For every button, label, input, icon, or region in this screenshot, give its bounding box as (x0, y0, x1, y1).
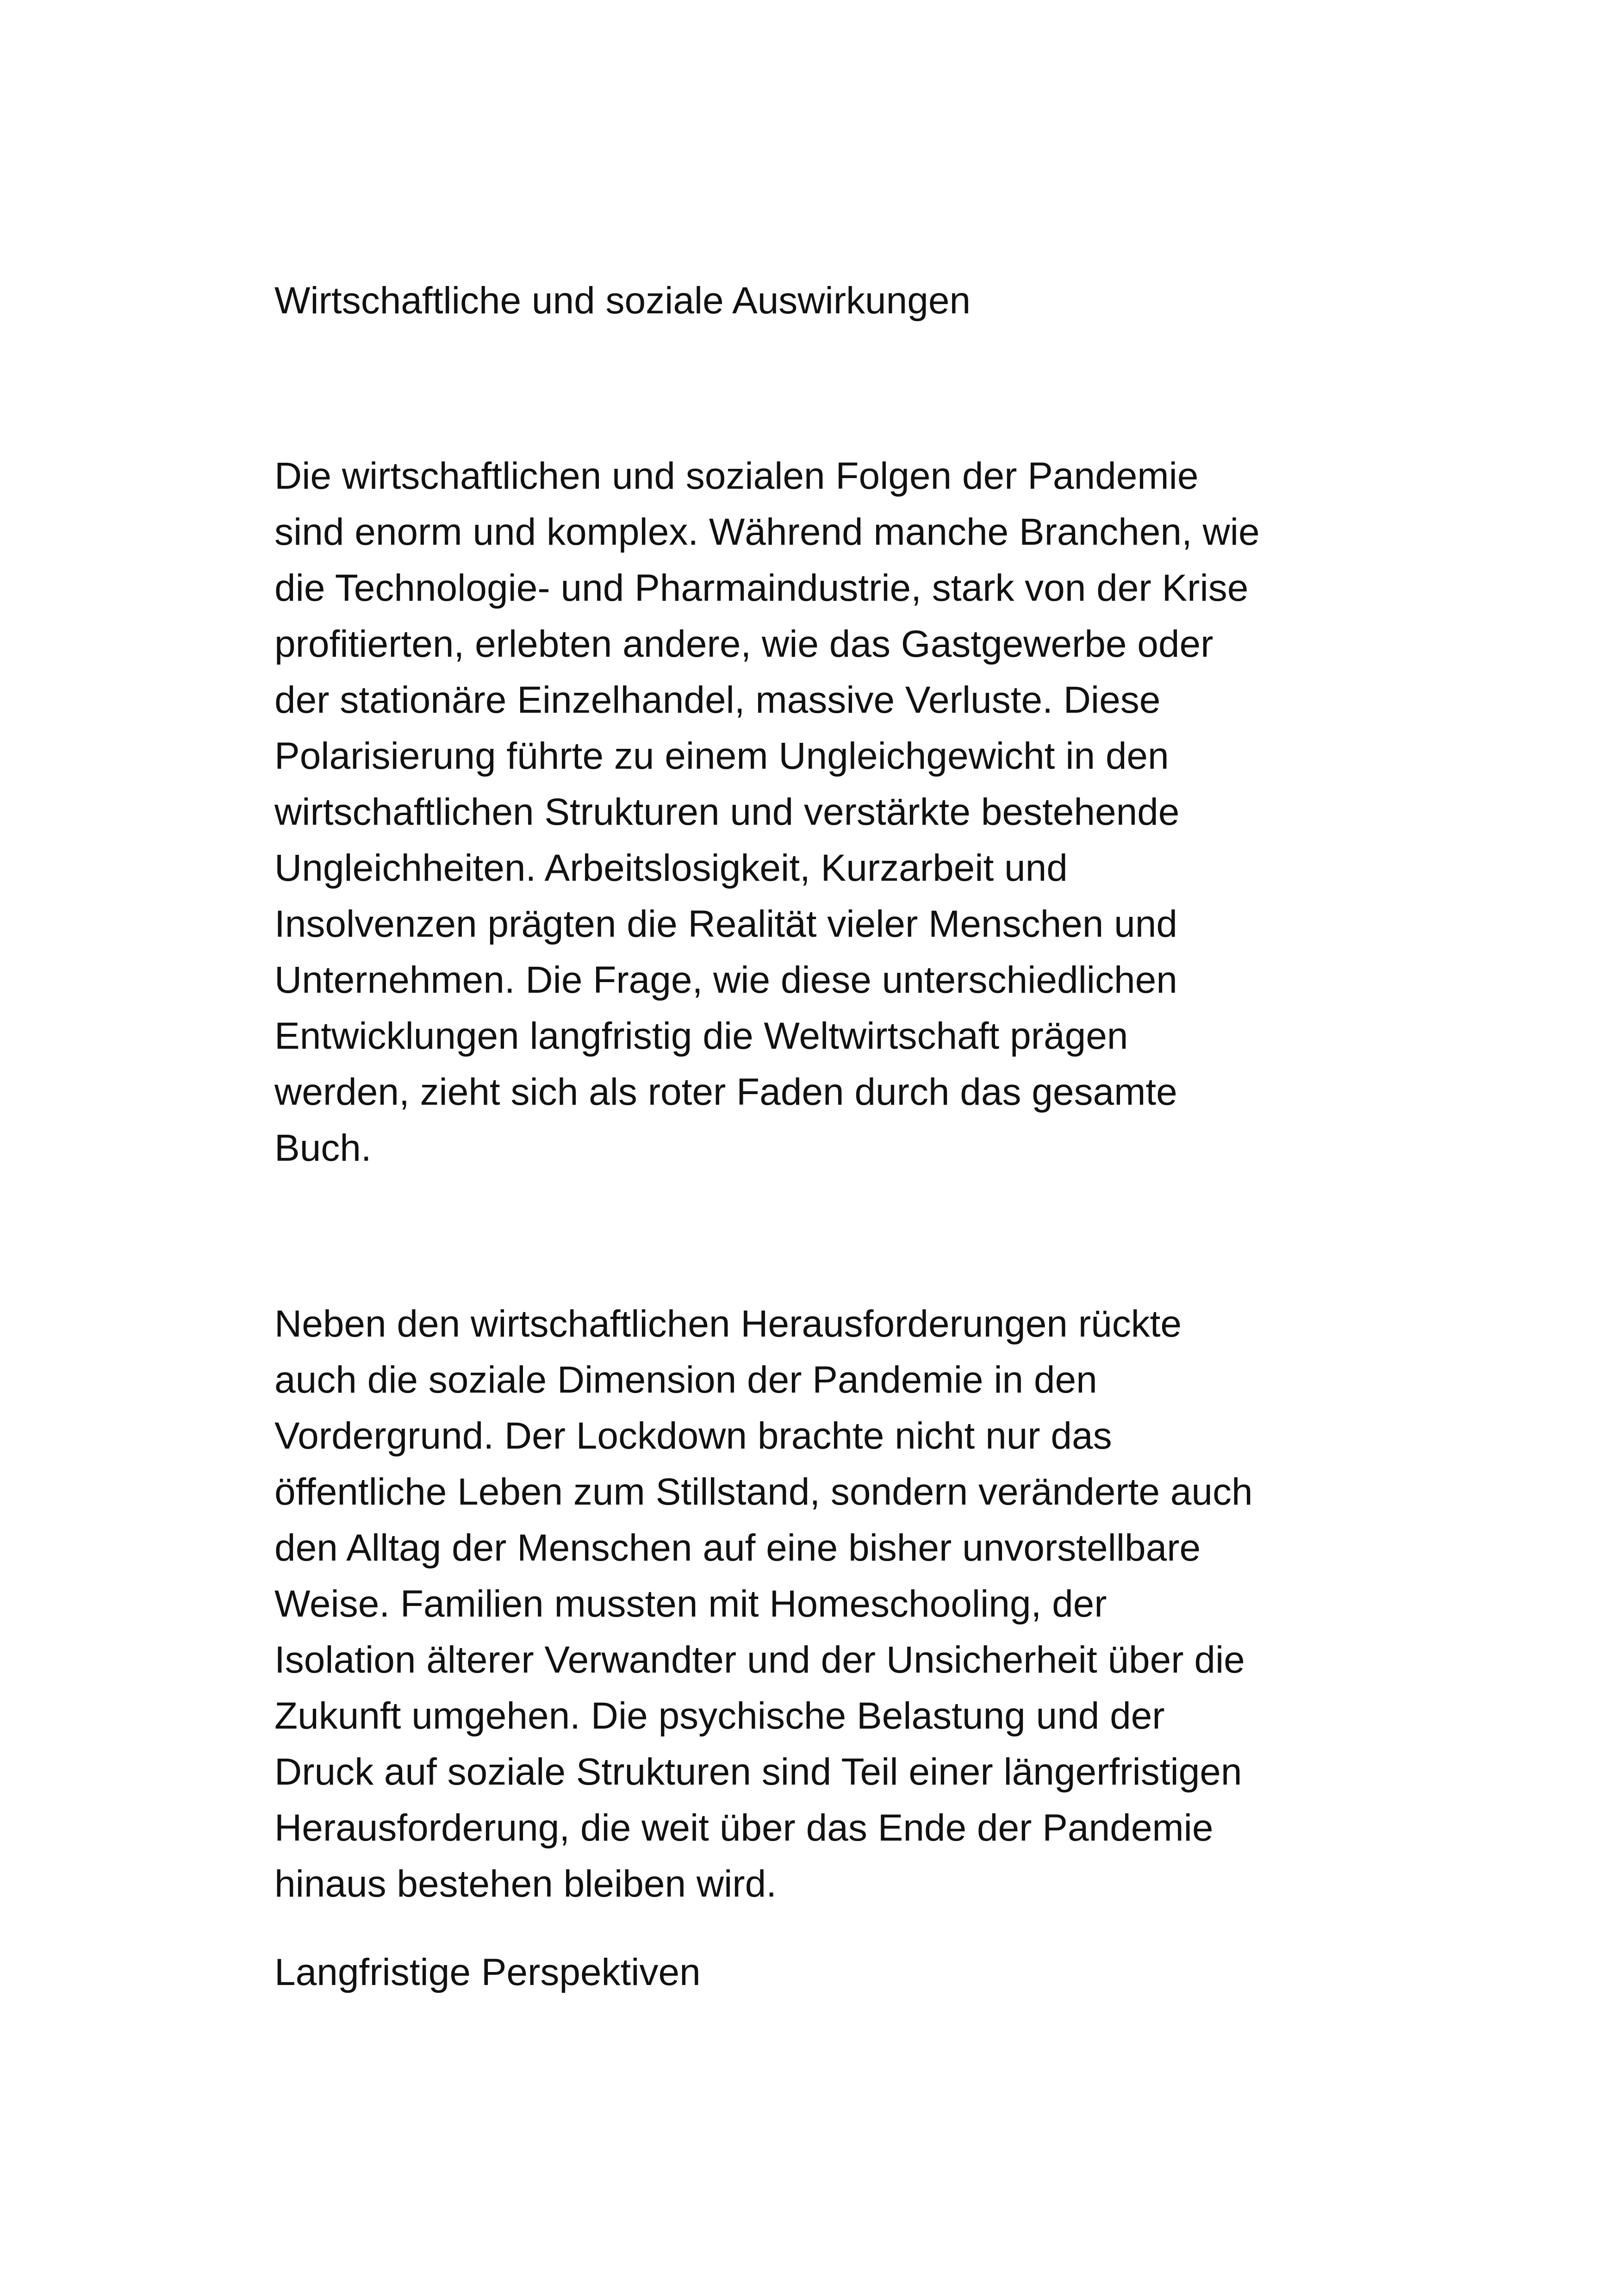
paragraph-1-line: Die wirtschaftlichen und sozialen Folgen der Pandemie (274, 455, 1199, 497)
paragraph-2-line: Vordergrund. Der Lockdown brachte nicht nur das (274, 1415, 1112, 1457)
paragraph-1-line: profitierten, erlebten andere, wie das Gastgewerbe oder (274, 623, 1214, 665)
paragraph-2-line: den Alltag der Menschen auf eine bisher unvorstellbare (274, 1527, 1201, 1569)
paragraph-1-line: wirtschaftlichen Strukturen und verstärkte bestehende (274, 791, 1180, 833)
paragraph-2-line: Weise. Familien mussten mit Homeschooling, der (274, 1583, 1107, 1625)
next-section-heading: Langfristige Perspektiven (274, 1951, 701, 1993)
paragraph-1-line: Ungleichheiten. Arbeitslosigkeit, Kurzarbeit und (274, 847, 1068, 889)
paragraph-2-line: hinaus bestehen bleiben wird. (274, 1863, 777, 1905)
paragraph-2-line: Isolation älterer Verwandter und der Unsicherheit über die (274, 1639, 1245, 1681)
paragraph-1-line: Unternehmen. Die Frage, wie diese unterschiedlichen (274, 959, 1177, 1001)
paragraph-1 (274, 448, 1357, 1176)
paragraph-1-line: sind enorm und komplex. Während manche Branchen, wie (274, 511, 1260, 553)
paragraph-2-line: Zukunft umgehen. Die psychische Belastung und der (274, 1695, 1165, 1737)
paragraph-1-line: Buch. (274, 1127, 372, 1169)
paragraph-2-line: öffentliche Leben zum Stillstand, sondern veränderte auch (274, 1471, 1253, 1513)
paragraph-2-line: Neben den wirtschaftlichen Herausforderungen rückte (274, 1303, 1182, 1345)
paragraph-1-line: Polarisierung führte zu einem Ungleichgewicht in den (274, 735, 1169, 777)
section-heading: Wirtschaftliche und soziale Auswirkungen (274, 280, 971, 322)
paragraph-1-line: die Technologie- und Pharmaindustrie, stark von der Krise (274, 567, 1249, 609)
paragraph-2-line: auch die soziale Dimension der Pandemie in den (274, 1359, 1097, 1401)
paragraph-2-line: Herausforderung, die weit über das Ende der Pandemie (274, 1807, 1214, 1849)
paragraph-1-line: werden, zieht sich als roter Faden durch das gesamte (274, 1071, 1177, 1113)
paragraph-2 (274, 1296, 1357, 1912)
paragraph-2-line: Druck auf soziale Strukturen sind Teil einer längerfristigen (274, 1751, 1242, 1793)
paragraph-1-line: der stationäre Einzelhandel, massive Verluste. Diese (274, 679, 1161, 721)
paragraph-1-line: Entwicklungen langfristig die Weltwirtschaft prägen (274, 1015, 1128, 1057)
paragraph-1-line: Insolvenzen prägten die Realität vieler Menschen und (274, 903, 1177, 945)
